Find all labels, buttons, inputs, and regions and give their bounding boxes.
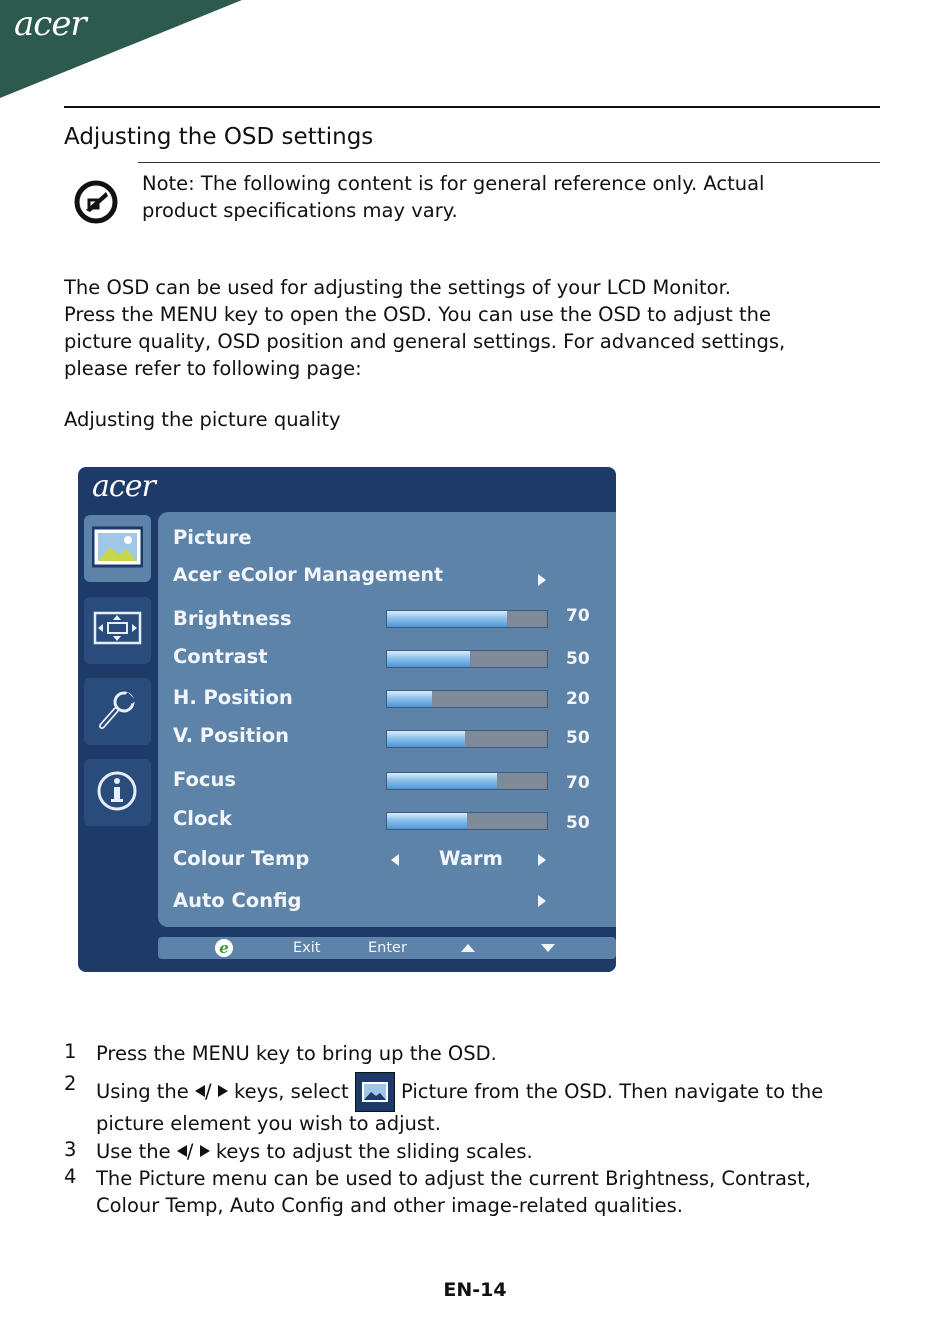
clock-value: 50	[566, 813, 590, 833]
clock-slider[interactable]	[386, 812, 548, 830]
colour-temp-value: Warm	[439, 847, 503, 870]
info-icon	[92, 769, 143, 813]
chevron-left-icon[interactable]	[391, 854, 399, 866]
osd-menu-title: Picture	[173, 526, 252, 549]
osd-item-focus[interactable]: Focus	[173, 768, 236, 791]
tab-settings[interactable]	[84, 678, 151, 745]
contrast-slider[interactable]	[386, 650, 548, 668]
step-number: 4	[64, 1165, 77, 1188]
position-icon	[92, 607, 143, 651]
step-number: 3	[64, 1138, 77, 1161]
top-rule	[64, 106, 880, 108]
subsection-title: Adjusting the picture quality	[64, 408, 341, 431]
osd-picture-panel	[158, 512, 616, 927]
right-arrow-icon	[218, 1085, 228, 1097]
down-arrow-icon[interactable]	[541, 944, 555, 952]
up-arrow-icon[interactable]	[461, 944, 475, 952]
step-text-part: The Picture menu can be used to adjust the current Brightness, Contrast,	[96, 1167, 811, 1190]
step-text: Use the / keys to adjust the sliding scales.	[96, 1140, 533, 1163]
osd-item-auto-config[interactable]: Auto Config	[173, 889, 302, 912]
settings-icon	[92, 688, 143, 732]
chevron-right-icon	[538, 574, 546, 586]
step-text-part: Using the	[96, 1080, 189, 1103]
brightness-slider-fill	[387, 611, 507, 627]
osd-brand-logo: acer	[92, 469, 155, 504]
exit-button[interactable]: Exit	[293, 940, 321, 956]
v-position-slider-fill	[387, 731, 465, 747]
step-text-part: Colour Temp, Auto Config and other image-related qualities.	[96, 1194, 683, 1217]
contrast-slider-fill	[387, 651, 470, 667]
osd-menu	[78, 467, 616, 972]
osd-item-clock[interactable]: Clock	[173, 807, 232, 830]
intro-line: Press the MENU key to open the OSD. You can use the OSD to adjust the	[64, 303, 772, 326]
step-text: Using the / keys, select Picture from the OSD. Then navigate to the	[96, 1072, 823, 1112]
tab-info[interactable]	[84, 759, 151, 826]
page-number: EN-14	[443, 1279, 507, 1301]
chevron-right-icon	[538, 895, 546, 907]
brand-logo: acer	[14, 4, 86, 44]
v-position-slider[interactable]	[386, 730, 548, 748]
step-text-part: Picture from the OSD. Then navigate to the	[401, 1080, 824, 1103]
left-arrow-icon	[195, 1085, 205, 1097]
brightness-value: 70	[566, 606, 590, 626]
intro-paragraph	[64, 274, 884, 382]
tab-picture[interactable]	[84, 515, 151, 582]
tab-position[interactable]	[84, 597, 151, 664]
intro-line: The OSD can be used for adjusting the settings of your LCD Monitor.	[64, 276, 731, 299]
osd-item-brightness[interactable]: Brightness	[173, 607, 292, 630]
enter-button[interactable]: Enter	[368, 940, 407, 956]
right-arrow-icon	[200, 1145, 210, 1157]
step-text-part: picture element you wish to adjust.	[96, 1112, 441, 1135]
focus-slider[interactable]	[386, 772, 548, 790]
note-line: product specifications may vary.	[142, 199, 458, 222]
step-number: 1	[64, 1040, 77, 1063]
osd-item-ecolor[interactable]: Acer eColor Management	[173, 564, 444, 586]
brightness-slider[interactable]	[386, 610, 548, 628]
osd-item-colour-temp[interactable]: Colour Temp	[173, 847, 310, 870]
note-text	[142, 170, 862, 224]
h-position-value: 20	[566, 689, 590, 709]
step-text-part: keys to adjust the sliding scales.	[215, 1140, 533, 1163]
empowering-icon[interactable]	[213, 938, 235, 958]
osd-item-v-position[interactable]: V. Position	[173, 724, 290, 747]
chevron-right-icon[interactable]	[538, 854, 546, 866]
step-text: Press the MENU key to bring up the OSD.	[96, 1042, 497, 1065]
h-position-slider[interactable]	[386, 690, 548, 708]
intro-line: picture quality, OSD position and general settings. For advanced settings,	[64, 330, 786, 353]
note-rule	[138, 162, 880, 163]
picture-icon	[355, 1072, 395, 1112]
step-text-part: Use the	[96, 1140, 171, 1163]
h-position-slider-fill	[387, 691, 432, 707]
step-text-part: keys, select	[233, 1080, 349, 1103]
osd-item-contrast[interactable]: Contrast	[173, 645, 268, 668]
v-position-value: 50	[566, 728, 590, 748]
focus-slider-fill	[387, 773, 497, 789]
note-icon	[72, 178, 120, 226]
step-number: 2	[64, 1072, 77, 1095]
picture-icon	[92, 525, 143, 569]
osd-item-h-position[interactable]: H. Position	[173, 686, 293, 709]
note-line: Note: The following content is for general reference only. Actual	[142, 172, 765, 195]
contrast-value: 50	[566, 649, 590, 669]
focus-value: 70	[566, 773, 590, 793]
intro-line: please refer to following page:	[64, 357, 362, 380]
osd-footer-bar	[158, 937, 616, 959]
section-title: Adjusting the OSD settings	[64, 124, 374, 150]
clock-slider-fill	[387, 813, 467, 829]
left-arrow-icon	[177, 1145, 187, 1157]
svg-text:e: e	[219, 939, 229, 957]
